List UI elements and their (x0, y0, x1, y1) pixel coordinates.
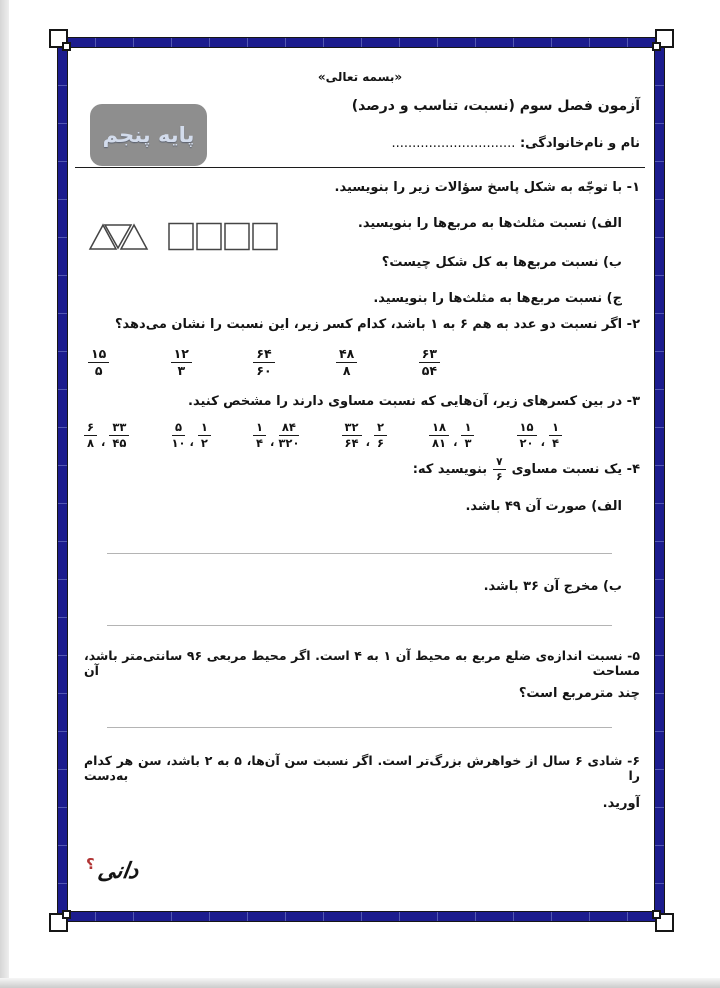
question-5-line2: چند مترمربع است؟ (518, 686, 640, 701)
question-2-text: ۲- اگر نسبت دو عدد به هم ۶ به ۱ باشد، کدام کسر زیر، این نسبت را نشان می‌دهد؟ (114, 317, 640, 332)
logo-word: دانی (95, 858, 140, 884)
name-fill-in-dots: .............................. (391, 136, 516, 151)
question-2-options (88, 347, 440, 379)
frame-corner-top-right (655, 29, 674, 48)
pair-separator: ، (101, 435, 106, 450)
frame-corner-bottom-left (49, 913, 68, 932)
answer-line-q4b (107, 625, 612, 626)
frame-corner-bottom-right (655, 913, 674, 932)
question-1a-text: الف) نسبت مثلث‌ها به مربع‌ها را بنویسید. (357, 216, 622, 231)
publisher-logo (86, 855, 140, 884)
fraction-pair: $\frac{۶}{۸}$ ، $\frac{۳۳}{۴۵}$ (84, 421, 129, 450)
squares-figure (168, 222, 278, 251)
pair-separator: ، (540, 435, 545, 450)
question-6-line2: آورید. (602, 796, 640, 811)
bismillah-text: «بسمه تعالی» (317, 70, 403, 84)
pair-separator: ، (189, 435, 194, 450)
grade-badge: پایه پنجم (90, 104, 207, 166)
question-5-line1: ۵- نسبت اندازه‌ی ضلع مربع به محیط آن ۱ به ۴ است. اگر محیط مربعی ۹۶ سانتی‌متر باشد، مساحت آن (84, 648, 640, 678)
question-3-text: ۳- در بین کسرهای زیر، آن‌هایی که نسبت مساوی دارند را مشخص کنید. (188, 394, 640, 409)
fraction-pair: $\frac{۱}{۴}$ ، $\frac{۸۴}{۳۲۰}$ (253, 421, 299, 450)
question-1-text: ۱- با توجّه به شکل پاسخ سؤالات زیر را بنویسید. (334, 180, 640, 195)
pair-separator: ، (365, 435, 370, 450)
question-4b-text: ب) مخرج آن ۳۶ باشد. (483, 579, 622, 594)
fraction-pair: $\frac{۱۵}{۲۰}$ ، $\frac{۱}{۴}$ (517, 421, 562, 450)
logo-question-mark: ؟ (86, 855, 95, 873)
name-label: نام و نام‌خانوادگی: (519, 136, 640, 151)
question-4-suffix: بنویسید که: (412, 462, 488, 478)
question-1-figure (88, 222, 278, 251)
header-divider (75, 167, 645, 168)
question-4-fraction: $\frac{۷}{۶}$ (493, 456, 505, 483)
fraction-option: $\frac{۴۸}{۸}$ (336, 347, 357, 379)
page-title: آزمون فصل سوم (نسبت، تناسب و درصد) (351, 98, 640, 114)
question-4-text (413, 456, 640, 483)
question-4-prefix: ۴- یک نسبت مساوی (511, 462, 640, 478)
fraction-option: $\frac{۱۲}{۳}$ (171, 347, 192, 379)
answer-line-q4a (107, 553, 612, 554)
triangles-figure (88, 222, 150, 251)
pair-separator: ، (270, 435, 275, 450)
fraction-pair: $\frac{۱۸}{۸۱}$ ، $\frac{۱}{۳}$ (429, 421, 474, 450)
photo-edge-left (0, 0, 9, 988)
fraction-option: $\frac{۶۴}{۶۰}$ (253, 347, 274, 379)
fraction-pair: $\frac{۳۲}{۶۴}$ ، $\frac{۲}{۶}$ (342, 421, 387, 450)
fraction-option: $\frac{۱۵}{۵}$ (88, 347, 109, 379)
question-3-pairs (84, 421, 562, 450)
frame-corner-top-left (49, 29, 68, 48)
question-4a-text: الف) صورت آن ۴۹ باشد. (465, 499, 622, 514)
fraction-pair: $\frac{۵}{۱۰}$ ، $\frac{۱}{۲}$ (172, 421, 211, 450)
question-6-line1: ۶- شادی ۶ سال از خواهرش بزرگ‌تر است. اگر نسبت سن آن‌ها، ۵ به ۲ باشد، سن هر کدام را به‌دست (84, 753, 641, 783)
question-1c-text: ج) نسبت مربع‌ها به مثلث‌ها را بنویسید. (373, 291, 622, 306)
fraction-option: $\frac{۶۳}{۵۴}$ (419, 347, 440, 379)
photo-edge-bottom (0, 978, 720, 988)
pair-separator: ، (453, 435, 458, 450)
question-1b-text: ب) نسبت مربع‌ها به کل شکل چیست؟ (381, 255, 622, 270)
answer-line-q5 (107, 727, 612, 728)
name-line (391, 136, 640, 151)
